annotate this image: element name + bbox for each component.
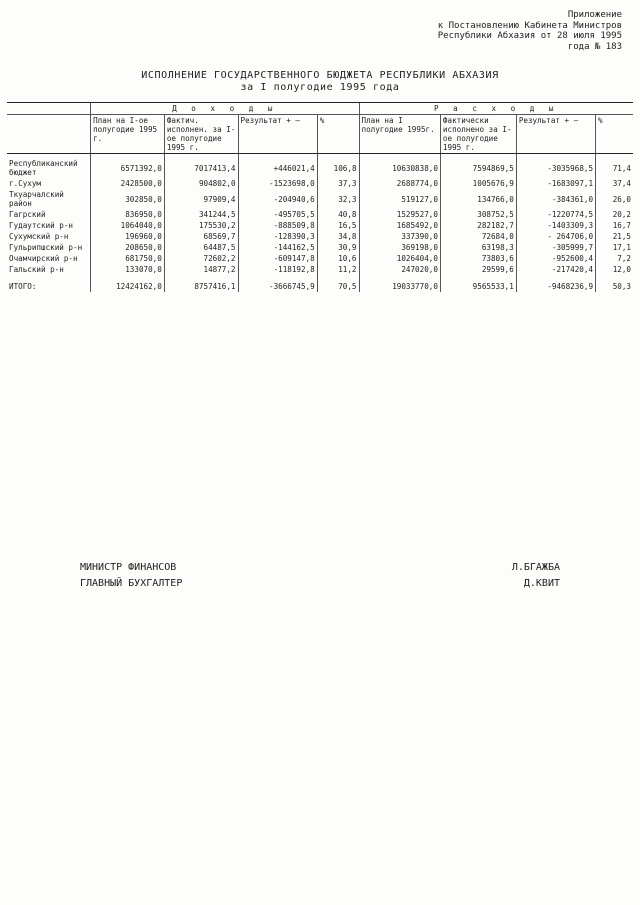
row-name: Гульрипшский р-н [9, 243, 83, 252]
cell-expense-plan: 519127,0 [359, 189, 440, 209]
signature-row [80, 560, 560, 576]
cell-income-actual: 7017413,4 [164, 154, 238, 179]
table-row [7, 178, 633, 189]
total-label: ИТОГО: [9, 282, 37, 291]
cell-income-result: -204940,6 [238, 189, 317, 209]
cell-income-plan: 133070,0 [91, 264, 165, 275]
total-expense-plan: 19033770,0 [359, 275, 440, 292]
row-name: Сухумский р-н [9, 232, 69, 241]
cell-income-actual: 175530,2 [164, 220, 238, 231]
cell-income-percent: 16,5 [317, 220, 359, 231]
cell-income-plan: 208650,0 [91, 242, 165, 253]
cell-income-actual: 341244,5 [164, 209, 238, 220]
table-column-header-row [7, 115, 633, 154]
cell-expense-percent: 7,2 [596, 253, 633, 264]
table-row [7, 189, 633, 209]
cell-income-plan: 1064040,0 [91, 220, 165, 231]
row-name: Гагрский [9, 210, 46, 219]
table-row [7, 264, 633, 275]
group-blank [7, 103, 91, 115]
table-row [7, 154, 633, 179]
table-row [7, 209, 633, 220]
col-header-income-plan: План на I-ое полугодие 1995 г. [91, 115, 165, 154]
row-name: Очамчирский р-н [9, 254, 78, 263]
cell-expense-plan: 337390,0 [359, 231, 440, 242]
cell-expense-result: -952600,4 [516, 253, 595, 264]
cell-income-plan: 681750,0 [91, 253, 165, 264]
signature-role: МИНИСТР ФИНАНСОВ [80, 562, 177, 573]
cell-expense-actual: 7594869,5 [440, 154, 516, 179]
cell-income-actual: 97909,4 [164, 189, 238, 209]
cell-expense-actual: 63198,3 [440, 242, 516, 253]
cell-expense-percent: 37,4 [596, 178, 633, 189]
header-line-2: к Постановлению Кабинета Министров [437, 20, 622, 31]
col-header-expense-percent: % [596, 115, 633, 154]
cell-income-plan: 2428500,0 [91, 178, 165, 189]
cell-income-percent: 37,3 [317, 178, 359, 189]
row-name: Ткуарчалский район [9, 190, 64, 208]
table-row [7, 231, 633, 242]
cell-income-percent: 10,6 [317, 253, 359, 264]
cell-expense-plan: 2688774,0 [359, 178, 440, 189]
col-header-income-actual: Фактич. исполнен. за I-ое полугодие 1995 г. [164, 115, 238, 154]
table-group-header-row [7, 103, 633, 115]
table-row [7, 220, 633, 231]
cell-income-percent: 34,8 [317, 231, 359, 242]
cell-expense-result: -305999,7 [516, 242, 595, 253]
header-line-1: Приложение [567, 10, 622, 20]
signature-row [80, 576, 560, 592]
signature-name: Л.БГАЖБА [511, 562, 560, 573]
row-name: Гальский р-н [9, 265, 64, 274]
cell-expense-result: -217420,4 [516, 264, 595, 275]
col-header-income-result: Результат + – [238, 115, 317, 154]
cell-income-actual: 68569,7 [164, 231, 238, 242]
cell-expense-actual: 308752,5 [440, 209, 516, 220]
total-income-plan: 12424162,0 [91, 275, 165, 292]
col-header-expense-actual: Фактически исполнено за I-ое полугодие 1995 г. [440, 115, 516, 154]
cell-expense-actual: 73803,6 [440, 253, 516, 264]
cell-expense-actual: 72684,0 [440, 231, 516, 242]
title-line-2: за I полугодие 1995 года [240, 82, 400, 93]
group-expense: Р а с х о д ы [359, 103, 633, 115]
table-row [7, 253, 633, 264]
table-row [7, 242, 633, 253]
cell-income-actual: 904802,0 [164, 178, 238, 189]
cell-expense-percent: 12,0 [596, 264, 633, 275]
cell-income-result: -128390,3 [238, 231, 317, 242]
total-income-actual: 8757416,1 [164, 275, 238, 292]
document-title [0, 70, 640, 94]
row-name: Республиканский бюджет [9, 159, 78, 177]
cell-expense-result: -1683097,1 [516, 178, 595, 189]
header-line-3: Республики Абхазия от 28 июля 1995 [437, 31, 622, 41]
cell-expense-actual: 29599,6 [440, 264, 516, 275]
cell-expense-plan: 1685492,0 [359, 220, 440, 231]
cell-income-actual: 14877,2 [164, 264, 238, 275]
total-income-percent: 70,5 [317, 275, 359, 292]
cell-income-result: +446021,4 [238, 154, 317, 179]
cell-income-result: -118192,8 [238, 264, 317, 275]
cell-income-plan: 836950,0 [91, 209, 165, 220]
signature-role: ГЛАВНЫЙ БУХГАЛТЕР [80, 578, 183, 589]
cell-expense-plan: 247020,0 [359, 264, 440, 275]
cell-income-percent: 106,8 [317, 154, 359, 179]
cell-income-plan: 302850,0 [91, 189, 165, 209]
cell-expense-actual: 134766,0 [440, 189, 516, 209]
cell-income-actual: 72602,2 [164, 253, 238, 264]
cell-expense-plan: 369198,0 [359, 242, 440, 253]
row-name: Гудаутский р-н [9, 221, 74, 230]
group-income: Д о х о д ы [91, 103, 359, 115]
cell-expense-result: -3035968,5 [516, 154, 595, 179]
cell-income-result: -144162,5 [238, 242, 317, 253]
cell-income-plan: 6571392,0 [91, 154, 165, 179]
cell-income-percent: 32,3 [317, 189, 359, 209]
cell-expense-percent: 26,0 [596, 189, 633, 209]
title-line-1: ИСПОЛНЕНИЕ ГОСУДАРСТВЕННОГО БЮДЖЕТА РЕСПУБЛИКИ АБХАЗИЯ [141, 70, 499, 81]
budget-table [7, 102, 633, 292]
cell-income-percent: 40,8 [317, 209, 359, 220]
cell-income-result: -1523698,0 [238, 178, 317, 189]
row-name: г.Сухум [9, 179, 42, 188]
table-total-row [7, 275, 633, 292]
appendix-header [438, 10, 622, 52]
cell-expense-actual: 1005676,9 [440, 178, 516, 189]
total-income-result: -3666745,9 [238, 275, 317, 292]
cell-expense-percent: 20,2 [596, 209, 633, 220]
cell-expense-percent: 16,7 [596, 220, 633, 231]
cell-expense-percent: 71,4 [596, 154, 633, 179]
cell-expense-result: -1403309,3 [516, 220, 595, 231]
cell-expense-result: -1220774,5 [516, 209, 595, 220]
total-expense-actual: 9565533,1 [440, 275, 516, 292]
cell-expense-result: - 264706,0 [516, 231, 595, 242]
cell-income-result: -495705,5 [238, 209, 317, 220]
cell-expense-plan: 1529527,0 [359, 209, 440, 220]
cell-expense-result: -384361,0 [516, 189, 595, 209]
signature-block [80, 560, 560, 592]
cell-income-percent: 11,2 [317, 264, 359, 275]
cell-income-percent: 30,9 [317, 242, 359, 253]
col-header-expense-result: Результат + – [516, 115, 595, 154]
cell-income-result: -609147,8 [238, 253, 317, 264]
cell-income-result: -888509,8 [238, 220, 317, 231]
cell-expense-plan: 10630838,0 [359, 154, 440, 179]
cell-expense-plan: 1026404,0 [359, 253, 440, 264]
header-line-4: года № 183 [567, 41, 622, 52]
col-header-name [7, 115, 91, 154]
cell-expense-percent: 17,1 [596, 242, 633, 253]
cell-income-plan: 196960,0 [91, 231, 165, 242]
total-expense-percent: 50,3 [596, 275, 633, 292]
signature-name: Д.КВИТ [523, 578, 560, 589]
col-header-income-percent: % [317, 115, 359, 154]
col-header-expense-plan: План на I полугодие 1995г. [359, 115, 440, 154]
cell-expense-percent: 21,5 [596, 231, 633, 242]
cell-expense-actual: 282182,7 [440, 220, 516, 231]
cell-income-actual: 64487,5 [164, 242, 238, 253]
total-expense-result: -9468236,9 [516, 275, 595, 292]
